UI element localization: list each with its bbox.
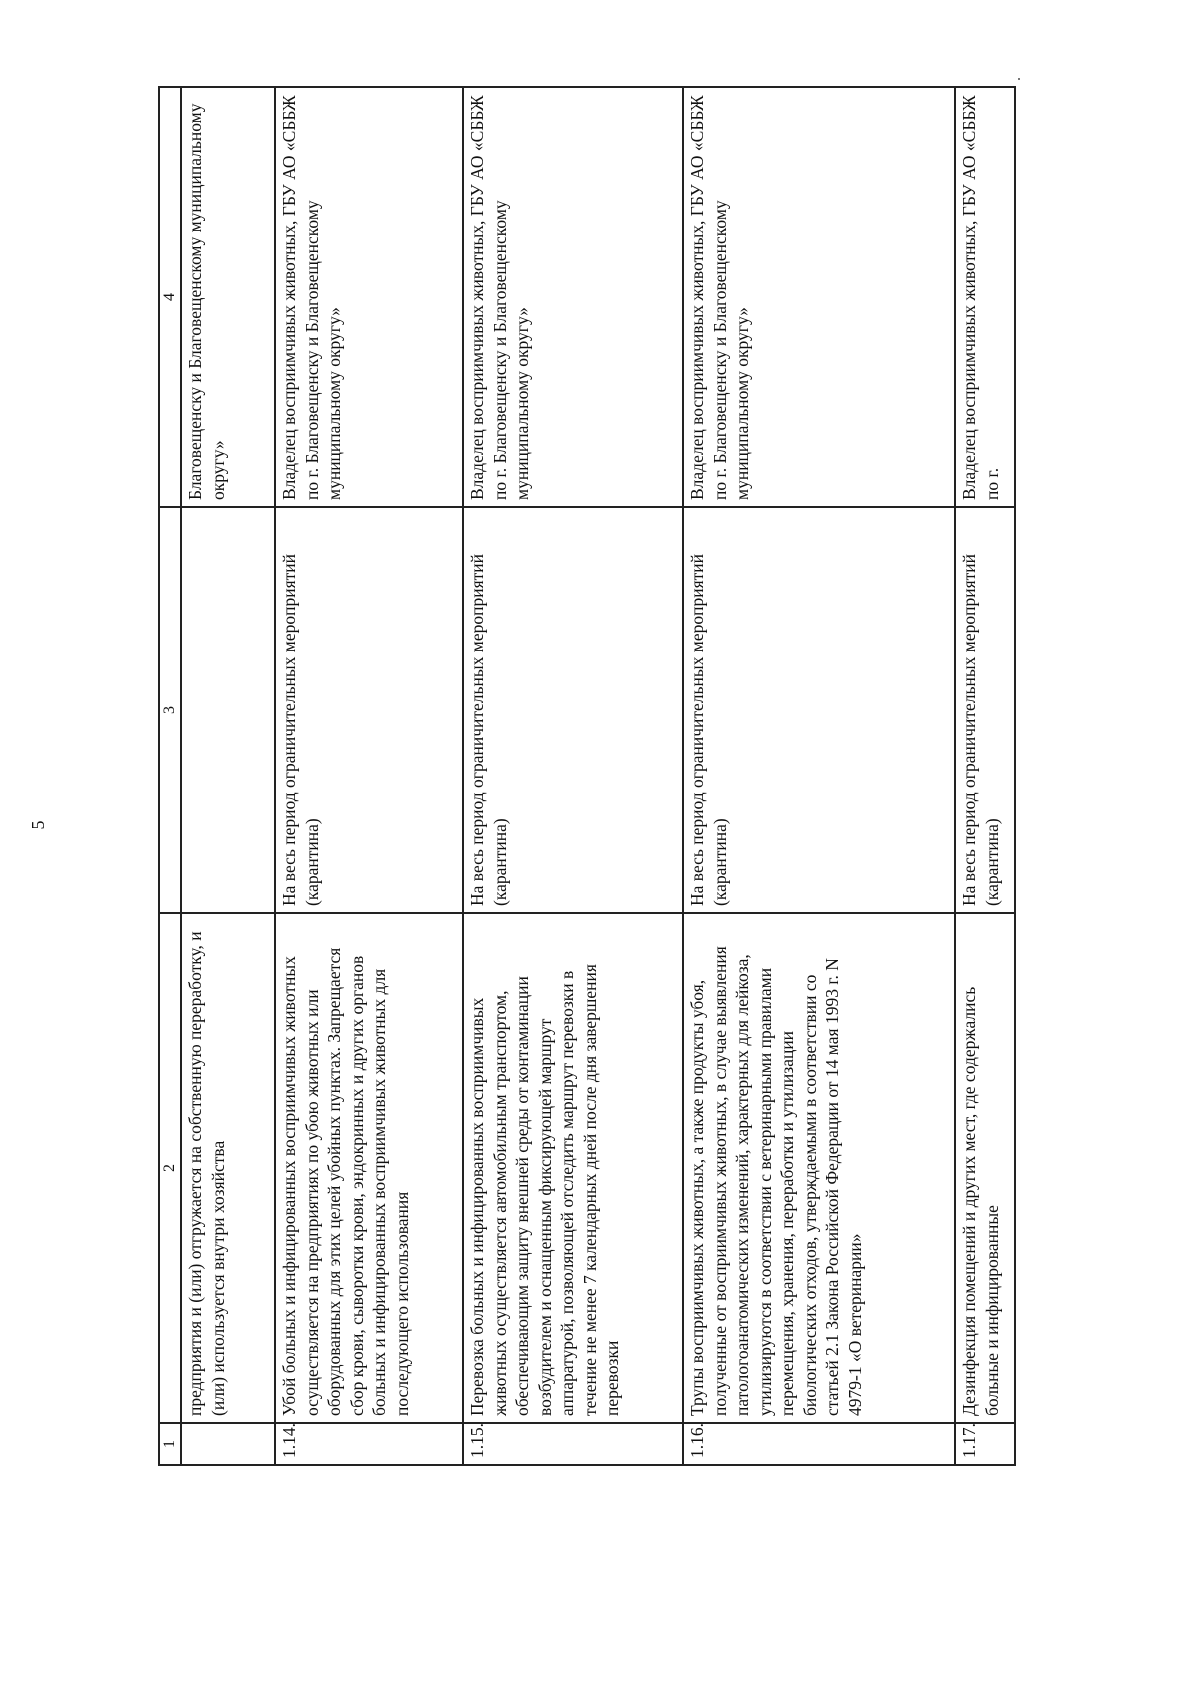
table-row [683,87,955,1465]
row-number: 1.14. [275,1423,463,1465]
row-number: 1.16. [683,1423,955,1465]
table-row [955,87,1015,1465]
responsible-text: Благовещенску и Благовещенскому муниципальному округу» [181,87,275,507]
row-number: 1.15. [463,1423,683,1465]
responsible-text: Владелец восприимчивых животных, ГБУ АО «СББЖ по г. Благовещенску и Благовещенскому муниципальному округу» [275,87,463,507]
column-header-2: 2 [159,913,181,1423]
measure-text: Трупы восприимчивых животных, а также продукты убоя, полученные от восприимчивых животных, в случае выявления патологоанатомических изменений, характерных для лейкоза, утилизируются в соответствии с ветеринарными правилами перемещения, хранения, переработки и утилизации биологических отходов, утверждаемыми в соответствии со статьей 2.1 Закона Российской Федерации от 14 мая 1993 г. N 4979-1 «О ветеринарии» [683,913,955,1423]
row-number: 1.17. [955,1423,1015,1465]
rotated-table-container [158,88,1061,1466]
responsible-text: Владелец восприимчивых животных, ГБУ АО «СББЖ по г. Благовещенску и Благовещенскому муниципальному округу» [683,87,955,507]
period-text [181,507,275,913]
period-text: На весь период ограничительных мероприятий (карантина) [275,507,463,913]
measures-table [158,86,1016,1466]
row-number [181,1423,275,1465]
table-row [181,87,275,1465]
table-row [275,87,463,1465]
measure-text: предприятия и (или) отгружается на собственную переработку, и (или) используется внутри хозяйства [181,913,275,1423]
measure-text: Дезинфекция помещений и других мест, где содержались больные и инфицированные [955,913,1015,1423]
column-header-1: 1 [159,1423,181,1465]
responsible-text: Владелец восприимчивых животных, ГБУ АО «СББЖ по г. [955,87,1015,507]
table-header-row [159,87,181,1465]
scan-speck [1018,78,1020,80]
period-text: На весь период ограничительных мероприятий (карантина) [463,507,683,913]
measure-text: Убой больных и инфицированных восприимчивых животных осуществляется на предприятиях по убою животных или оборудованных для этих целей убойных пунктах. Запрещается сбор крови, сыворотки крови, эндокринных и других органов больных и инфицированных восприимчивых животных для последующего использования [275,913,463,1423]
page-number: 5 [28,820,48,830]
column-header-3: 3 [159,507,181,913]
measure-text: Перевозка больных и инфицированных восприимчивых животных осуществляется автомобильным транспортом, обеспечивающим защиту внешней среды от контаминации возбудителем и оснащенным фиксирующей маршрут аппаратурой, позволяющей отследить маршрут перевозки в течение не менее 7 календарных дней после дня завершения перевозки [463,913,683,1423]
table-row [463,87,683,1465]
column-header-4: 4 [159,87,181,507]
period-text: На весь период ограничительных мероприятий (карантина) [955,507,1015,913]
period-text: На весь период ограничительных мероприятий (карантина) [683,507,955,913]
responsible-text: Владелец восприимчивых животных, ГБУ АО «СББЖ по г. Благовещенску и Благовещенскому муниципальному округу» [463,87,683,507]
